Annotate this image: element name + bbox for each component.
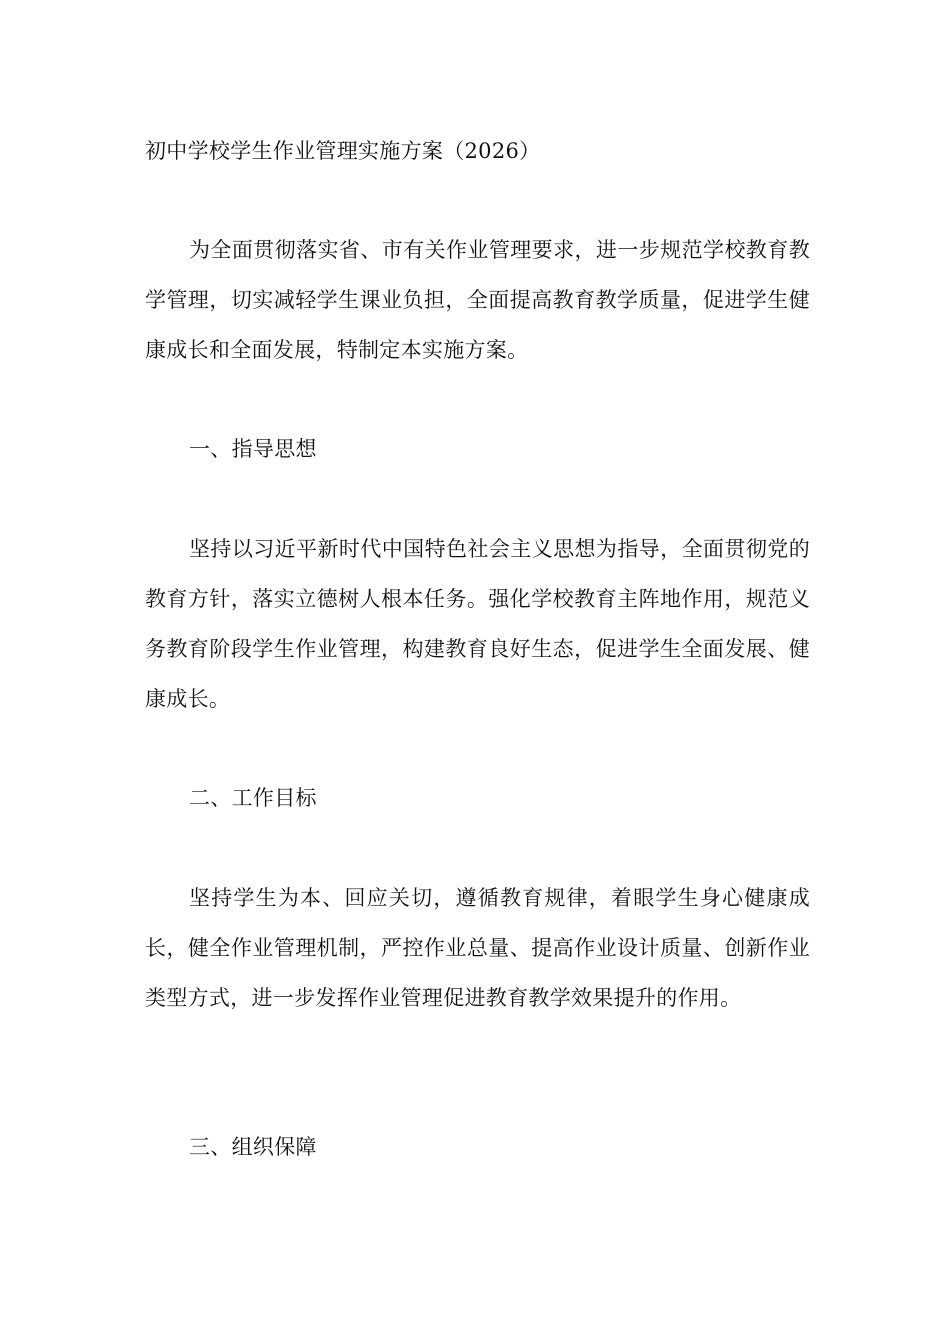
section-body-guiding-ideology: 坚持以习近平新时代中国特色社会主义思想为指导，全面贯彻党的教育方针，落实立德树人根本任务。强化学校教育主阵地作用，规范义务教育阶段学生作业管理，构建教育良好生态，促进学生全面发展、健康成长。 [145, 537, 810, 711]
section-heading-guiding-ideology: 一、指导思想 [189, 437, 317, 461]
intro-paragraph: 为全面贯彻落实省、市有关作业管理要求，进一步规范学校教育教学管理，切实减轻学生课业负担，全面提高教育教学质量，促进学生健康成长和全面发展，特制定本实施方案。 [145, 238, 810, 362]
section-heading-organizational-support: 三、组织保障 [189, 1135, 317, 1159]
document-title: 初中学校学生作业管理实施方案（2026） [145, 139, 541, 163]
section-body-work-goals: 坚持学生为本、回应关切，遵循教育规律，着眼学生身心健康成长，健全作业管理机制，严控作业总量、提高作业设计质量、创新作业类型方式，进一步发挥作业管理促进教育教学效果提升的作用。 [145, 886, 810, 1010]
section-heading-work-goals: 二、工作目标 [189, 786, 317, 810]
